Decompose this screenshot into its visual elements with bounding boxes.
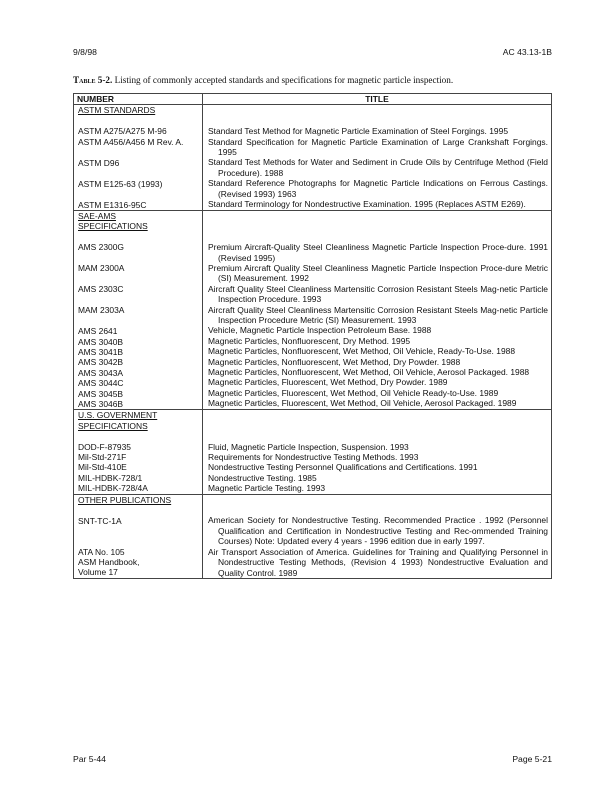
table-section — [74, 211, 552, 410]
row-number — [78, 200, 199, 210]
column-header-number: NUMBER — [74, 94, 203, 105]
row-number — [78, 158, 199, 179]
standard-number: AMS 2641 — [78, 326, 118, 337]
standard-number: ASTM A456/A456 M Rev. A. — [78, 136, 184, 147]
standard-title: Nondestructive Testing Personnel Qualifications and Certifications. 1991 — [208, 462, 478, 473]
row-number — [78, 483, 199, 493]
row-number — [78, 305, 199, 326]
section-number-column — [74, 494, 203, 578]
row-number — [78, 126, 199, 136]
row-number — [78, 337, 199, 347]
standard-number: ASM Handbook, — [78, 556, 140, 567]
standard-number: ATA No. 105 — [78, 546, 125, 557]
standard-title: Magnetic Particles, Fluorescent, Wet Method, Oil Vehicle, Aerosol Packaged. 1989 — [208, 398, 517, 409]
row-number — [78, 284, 199, 305]
standard-title: Magnetic Particles, Nonfluorescent, Wet Method, Oil Vehicle, Aerosol Packaged. 1988 — [208, 367, 530, 378]
row-number — [78, 179, 199, 200]
standard-title: Standard Specification for Magnetic Particle Examination of Large Crankshaft Forgings. 1995 — [208, 136, 548, 157]
standard-number: MAM 2303A — [78, 305, 125, 316]
section-title-column — [203, 410, 552, 494]
standard-title: Premium Aircraft-Quality Steel Cleanliness Magnetic Particle Inspection Proce-dure. 1991 (Revised 1995) — [208, 242, 548, 263]
row-number — [78, 347, 199, 357]
section-heading: OTHER PUBLICATIONS — [78, 494, 172, 505]
table-header-row — [74, 94, 552, 105]
header-date: 9/8/98 — [73, 47, 97, 57]
header-doc-id: AC 43.13-1B — [502, 47, 552, 57]
standard-title: Vehicle, Magnetic Particle Inspection Petroleum Base. 1988 — [208, 325, 432, 336]
standard-number: AMS 3042B — [78, 357, 124, 368]
section-title-column — [203, 494, 552, 578]
row-number — [78, 452, 199, 462]
standard-title: Standard Terminology for Nondestructive Examination. 1995 (Replaces ASTM E269). — [208, 199, 526, 210]
standard-title: Aircraft Quality Steel Cleanliness Martensitic Corrosion Resistant Steels Mag-netic Particle Inspection Procedure. 1993 — [208, 283, 548, 305]
row-number — [78, 326, 199, 336]
row-number — [78, 473, 199, 483]
table-section — [74, 105, 552, 211]
standards-table — [73, 93, 552, 579]
footer-page: Page 5-21 — [512, 754, 552, 764]
row-number — [78, 442, 199, 452]
section-heading: SPECIFICATIONS — [78, 420, 148, 431]
row-number — [78, 357, 199, 367]
table-caption-label: Table 5-2. — [73, 75, 113, 85]
standard-number: ASTM E1316-95C — [78, 199, 147, 210]
row-number — [78, 378, 199, 388]
standard-title: Magnetic Particles, Nonfluorescent, Dry Method. 1995 — [208, 335, 411, 346]
standard-number: MIL-HDBK-728/1 — [78, 472, 143, 483]
row-number — [78, 547, 199, 578]
section-title-column — [203, 211, 552, 410]
column-header-title: TITLE — [203, 94, 552, 105]
standard-number: AMS 3045B — [78, 388, 124, 399]
standard-number: AMS 2303C — [78, 284, 124, 295]
standard-number: AMS 3044C — [78, 378, 124, 389]
section-heading: U.S. GOVERNMENT — [78, 410, 158, 421]
standard-number: MAM 2300A — [78, 263, 125, 274]
section-number-column — [74, 105, 203, 211]
row-number — [78, 242, 199, 263]
row-number — [78, 368, 199, 378]
table-section — [74, 494, 552, 578]
standard-title: Magnetic Particles, Fluorescent, Wet Method, Dry Powder. 1989 — [208, 377, 448, 388]
standard-number: AMS 3043A — [78, 367, 124, 378]
section-heading: SAE-AMS — [78, 211, 116, 222]
standard-number: AMS 2300G — [78, 242, 124, 253]
row-number — [78, 263, 199, 284]
row-number — [78, 516, 199, 547]
standard-title: Requirements for Nondestructive Testing Methods. 1993 — [208, 452, 419, 463]
standard-title: Magnetic Particles, Fluorescent, Wet Method, Oil Vehicle Ready-to-Use. 1989 — [208, 387, 499, 398]
standard-title: Nondestructive Testing. 1985 — [208, 472, 317, 483]
section-number-column — [74, 410, 203, 494]
standard-title: Magnetic Particle Testing. 1993 — [208, 483, 326, 494]
standard-title: Standard Reference Photographs for Magnetic Particle Indications on Ferrous Castings. (Revised 1993) 1963 — [208, 178, 548, 199]
section-heading: ASTM STANDARDS — [78, 105, 156, 116]
standard-number: SNT-TC-1A — [78, 515, 122, 526]
row-number — [78, 137, 199, 158]
section-number-column — [74, 211, 203, 410]
standard-title: Standard Test Methods for Water and Sediment in Crude Oils by Centrifuge Method (Field Procedure). 1988 — [208, 157, 548, 178]
standard-number: AMS 3040B — [78, 336, 124, 347]
table-section — [74, 410, 552, 494]
standard-title: Magnetic Particles, Nonfluorescent, Wet Method, Dry Powder. 1988 — [208, 356, 461, 367]
section-heading: SPECIFICATIONS — [78, 221, 148, 232]
section-title-column — [203, 105, 552, 211]
footer-paragraph: Par 5-44 — [73, 754, 106, 764]
standard-number: ASTM A275/A275 M-96 — [78, 126, 167, 137]
standard-number: DOD-F-87935 — [78, 441, 131, 452]
standard-number: Volume 17 — [78, 567, 118, 578]
standard-title: Air Transport Association of America. Guidelines for Training and Qualifying Personnel in Nondestructive Testing Methods, (Revision 4 1993) Nondestructive Evaluation and Quality Control. 1989 — [208, 546, 548, 578]
table-caption-text: Listing of commonly accepted standards and specifications for magnetic particle inspection. — [112, 75, 454, 85]
standard-number: Mil-Std-410E — [78, 462, 127, 473]
standard-number: AMS 3041B — [78, 347, 124, 358]
standard-number: ASTM E125-63 (1993) — [78, 178, 163, 189]
row-number — [78, 389, 199, 399]
row-number — [78, 462, 199, 472]
standard-title: American Society for Nondestructive Testing. Recommended Practice . 1992 (Personnel Qualification and Certification in Nondestructive Testing and Rec-ommended Training Courses) Note: Updated every 4 years - 1996 edition due in early 1997. — [208, 515, 548, 547]
standard-title: Fluid, Magnetic Particle Inspection, Suspension. 1993 — [208, 441, 409, 452]
standard-number: ASTM D96 — [78, 157, 120, 168]
row-number — [78, 399, 199, 409]
standard-number: MIL-HDBK-728/4A — [78, 483, 148, 494]
standard-number: Mil-Std-271F — [78, 452, 127, 463]
standard-title: Aircraft Quality Steel Cleanliness Martensitic Corrosion Resistant Steels Mag-netic Particle Inspection Procedure Metric (SI) Measurement. 1993 — [208, 304, 548, 326]
standard-number: AMS 3046B — [78, 399, 124, 410]
standard-title: Premium Aircraft Quality Steel Cleanliness Magnetic Particle Inspection Proce-dure Metric (SI) Measurement. 1992 — [208, 263, 548, 284]
standard-title: Standard Test Method for Magnetic Particle Examination of Steel Forgings. 1995 — [208, 126, 509, 137]
table-caption — [73, 75, 453, 85]
standard-title: Magnetic Particles, Nonfluorescent, Wet Method, Oil Vehicle, Ready-To-Use. 1988 — [208, 346, 516, 357]
